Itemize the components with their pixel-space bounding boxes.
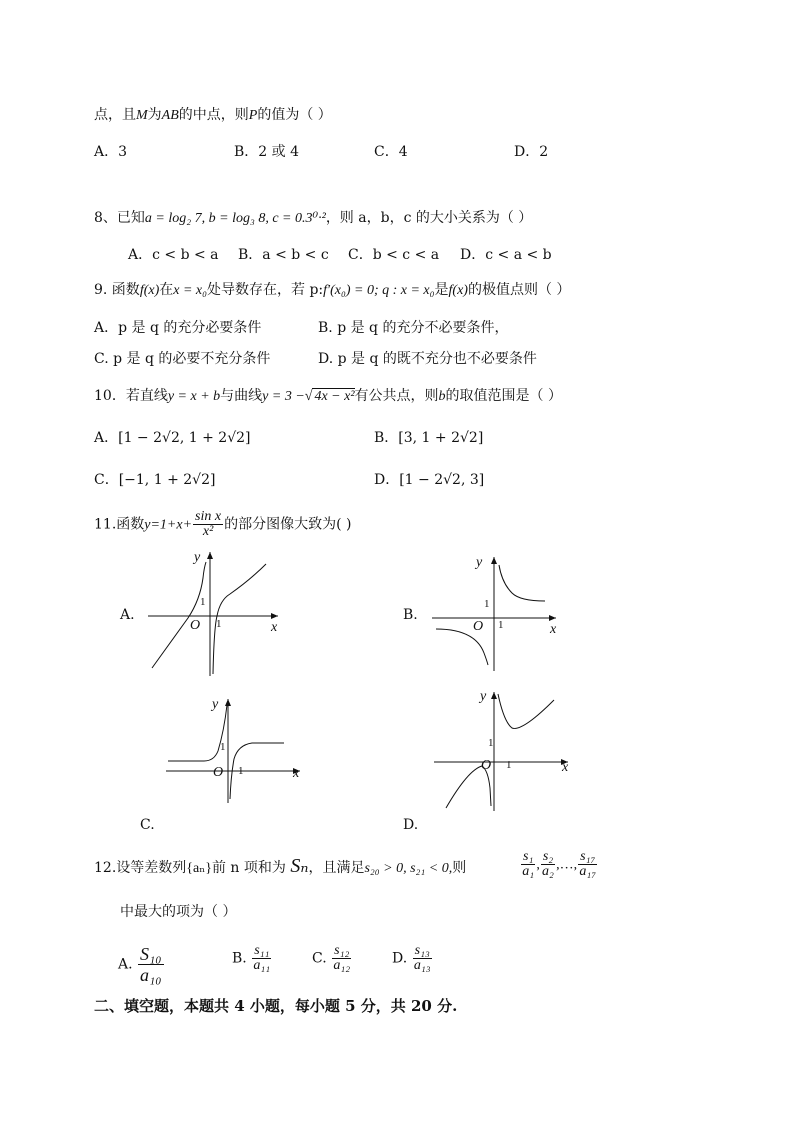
graph-d-xtick: 1: [506, 759, 512, 771]
graph-a-xlabel: x: [271, 620, 278, 635]
y-axis-arrow: [491, 557, 497, 564]
q11-choice-a-label: A.: [120, 607, 135, 623]
q7-stem: 点，且M为AB的中点，则P的值为（ ）: [94, 107, 332, 123]
graph-c-xtick: 1: [238, 765, 244, 777]
q12-option-b: B. $\frac{\text{s₁₁}}{\text{a₁₁}}$: [232, 943, 271, 973]
q10-option-d: D．[1 − 2√2, 3]: [374, 472, 485, 488]
q11-choice-b-label: B.: [403, 607, 418, 623]
q7-option-d: D．2: [514, 144, 549, 160]
q10-option-a: A．[1 − 2√2, 1 + 2√2]: [94, 430, 251, 446]
q7-option-a: A．3: [94, 144, 128, 160]
q12-option-c: C. $\frac{\text{s₁₂}}{\text{a₁₂}}$: [312, 943, 351, 973]
q12-line2: 中最大的项为（ ）: [120, 904, 237, 920]
graph-a: [140, 548, 290, 678]
graph-d-xlabel: x: [562, 760, 569, 775]
q12-stem: 12.设等差数列{aₙ}前 n 项和为 Sₙ，且满足s₂₀ > 0, s₂₁ < 0,则: [94, 855, 467, 877]
q7-option-c: C．4: [374, 144, 408, 160]
curve-right: [499, 565, 545, 601]
curve-right: [498, 694, 554, 728]
graph-d: [432, 688, 572, 813]
q9-option-b: B. p 是 q 的充分不必要条件，: [318, 320, 509, 336]
graph-b-xlabel: x: [550, 622, 557, 637]
q11-choice-c-label: C.: [140, 817, 155, 833]
graph-c: [164, 695, 304, 805]
q12-option-a: A. $\frac{\text{S₁₀}}{\text{a₁₀}}$: [118, 944, 162, 985]
x-axis-arrow: [271, 613, 278, 619]
graph-b-ylabel: y: [476, 555, 483, 570]
q9-stem: 9. 函数f(x)在x = x₀处导数存在，若 p:f′(x₀) = 0; q : x = x₀是f(x)的极值点则（ ）: [94, 282, 571, 298]
graph-b-xtick: 1: [498, 619, 504, 631]
graph-c-ytick: 1: [220, 741, 226, 753]
q11-stem: 11.函数y=1+x+ $\frac{\text{sin x}}{\text{x²}}$ 的部分图像大致为( ): [94, 509, 352, 539]
graph-c-ylabel: y: [212, 697, 219, 712]
graph-d-origin: O: [481, 758, 492, 773]
graph-b: [430, 553, 560, 673]
curve-left: [152, 562, 206, 668]
q8-option-c: C．b < c < a: [348, 247, 440, 263]
graph-d-ytick: 1: [488, 737, 494, 749]
x-axis-arrow: [549, 615, 556, 621]
graph-a-origin: O: [190, 618, 201, 633]
graph-b-ytick: 1: [484, 598, 490, 610]
graph-a-xtick: 1: [216, 618, 222, 630]
graph-a-ytick: 1: [200, 596, 206, 608]
graph-c-xlabel: x: [293, 766, 300, 781]
y-axis-arrow: [491, 692, 497, 699]
q12-sequence-terms: $\frac{\text{s₁}}{\text{a₁}}$ , $\frac{\text{s₂}}{\text{a₂}}$ ,…, $\frac{\text{s₁₇}}{\text{a₁₇}}$: [522, 849, 597, 879]
q9-option-a: A．p 是 q 的充分必要条件: [94, 320, 262, 336]
graph-d-ylabel: y: [480, 689, 487, 704]
q8-option-a: A．c < b < a: [128, 247, 219, 263]
q12-option-d: D. $\frac{\text{s₁₃}}{\text{a₁₃}}$: [392, 943, 431, 973]
fraction-denominator: a₁: [522, 864, 535, 879]
q9-option-d: D. p 是 q 的既不充分也不必要条件: [318, 351, 537, 367]
q7-option-b: B．2 或 4: [234, 144, 300, 160]
fraction-denominator: a₂: [542, 864, 554, 879]
section-heading: 二、填空题，本题共 4 小题，每小题 5 分，共 20 分.: [94, 997, 458, 1015]
q10-option-b: B．[3, 1 + 2√2]: [374, 430, 484, 446]
curve-left: [168, 705, 227, 761]
q11-choice-d-label: D.: [403, 817, 419, 833]
q10-stem: 10．若直线y = x + b与曲线y = 3 −√ 4x − x²有公共点，则b的取值范围是（ ）: [94, 388, 562, 404]
y-axis-arrow: [207, 552, 213, 559]
graph-b-origin: O: [473, 619, 484, 634]
q9-option-c: C. p 是 q 的必要不充分条件: [94, 351, 271, 367]
q10-option-c: C．[−1, 1 + 2√2]: [94, 472, 216, 488]
graph-c-origin: O: [213, 765, 224, 780]
graph-a-ylabel: y: [194, 550, 201, 565]
fraction-denominator: a₁₇: [579, 864, 597, 879]
q8-option-b: B．a < b < c: [238, 247, 329, 263]
q8-stem: 8、已知a = log₂ 7, b = log₃ 8, c = 0.3⁰·²，则 a，b，c 的大小关系为（ ）: [94, 210, 533, 226]
q8-option-d: D．c < a < b: [460, 247, 552, 263]
y-axis-arrow: [225, 699, 231, 706]
